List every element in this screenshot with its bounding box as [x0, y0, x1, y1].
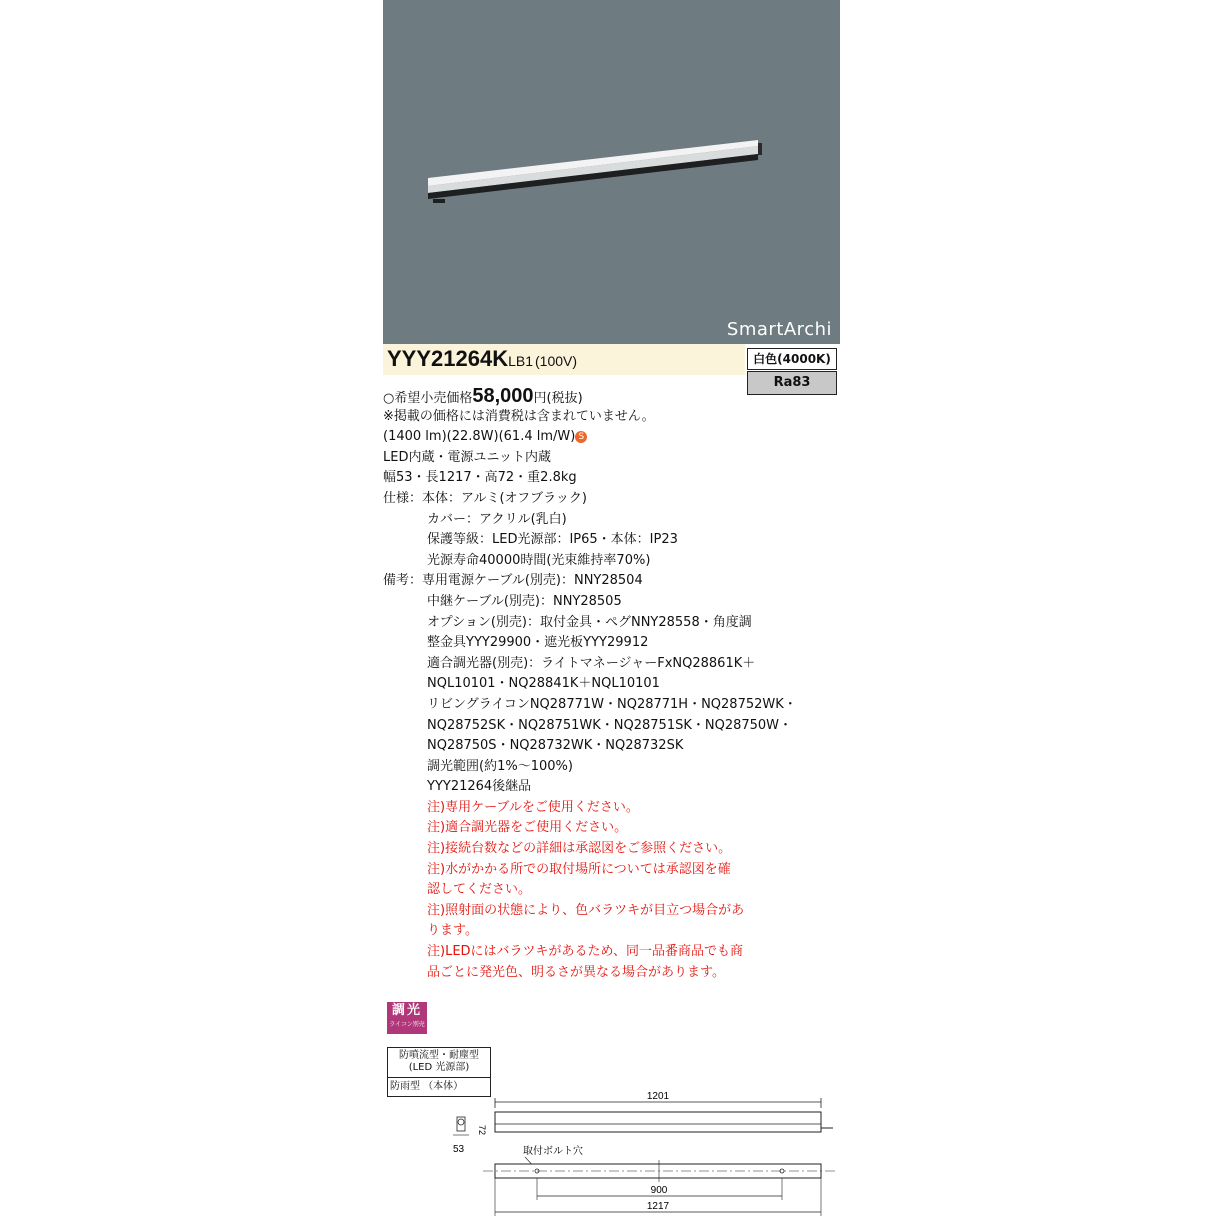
protection-row-1: 防噴流型・耐塵型 (LED 光源部) [388, 1048, 490, 1078]
dim-1217: 1217 [646, 1201, 670, 1212]
spec-line: 整金具YYY29900・遮光板YYY29912 [427, 635, 649, 651]
spec-line: 中継ケーブル(別売)：NNY28505 [427, 593, 622, 609]
price-value: 58,000 [472, 385, 534, 407]
spec-line: 仕様：本体：アルミ(オフブラック) [383, 490, 587, 506]
dim-900: 900 [650, 1185, 668, 1196]
dimming-badge-title: 調光 [391, 1003, 422, 1018]
dimming-badge-sub: ライコン別売 [389, 1021, 425, 1028]
spec-line: 認してください。 [427, 882, 532, 898]
spec-line: 調光範囲(約1%〜100%) [427, 758, 573, 774]
spec-line: 注)水がかかる所での取付場所については承認図を確 [427, 861, 731, 877]
product-photo [383, 0, 840, 344]
model-main: YYY21264K [387, 346, 509, 371]
spec-line: 注)接続台数などの詳細は承認図をご参照ください。 [427, 841, 732, 857]
dim-72: 72 [477, 1125, 487, 1136]
dimension-drawing [443, 1090, 838, 1224]
spec-line: 光源寿命40000時間(光束維持率70%) [427, 552, 651, 568]
spec-line: 注)照射面の状態により、色バラツキが目立つ場合があ [427, 902, 745, 918]
lumens-line: (1400 lm)(22.8W)(61.4 lm/W) S [383, 427, 840, 448]
spec-line: NQL10101・NQ28841K＋NQL10101 [427, 676, 660, 692]
spec-line: NQ28752SK・NQ28751WK・NQ28751SK・NQ28750W・ [427, 717, 793, 733]
bolt-hole-label: 取付ボルト穴 [523, 1146, 583, 1157]
model-bar [383, 344, 745, 375]
model-voltage: (100V) [535, 353, 578, 369]
spec-line: オプション(別売)：取付金具・ペグNNY28558・角度調 [427, 614, 752, 630]
dim-53: 53 [453, 1144, 465, 1155]
model-number [387, 346, 577, 372]
spec-line: 保護等級：LED光源部：IP65・本体：IP23 [427, 532, 678, 548]
spec-line: 注)専用ケーブルをご使用ください。 [427, 799, 639, 815]
spec-line: NQ28750S・NQ28732WK・NQ28732SK [427, 738, 684, 754]
spec-lines [383, 386, 840, 983]
dimming-badge [387, 1002, 427, 1034]
spec-line: 備考：専用電源ケーブル(別売)：NNY28504 [383, 573, 643, 589]
color-temperature-badge: 白色(4000K) [747, 348, 837, 370]
brand-logo: SmartArchi [726, 319, 832, 340]
s-mark-icon: S [575, 431, 587, 443]
luminaire-image [383, 0, 840, 344]
spec-line: 注)適合調光器をご使用ください。 [427, 820, 628, 836]
spec-line: カバー：アクリル(乳白) [427, 511, 567, 527]
spec-line: 適合調光器(別売)：ライトマネージャーFxNQ28861K＋ [427, 655, 756, 671]
spec-line: LED内蔵・電源ユニット内蔵 [383, 449, 551, 465]
ra-badge: Ra83 [747, 371, 837, 395]
dim-1201: 1201 [646, 1091, 670, 1102]
model-suffix: LB1 [508, 353, 534, 369]
spec-line: 品ごとに発光色、明るさが異なる場合があります。 [427, 964, 725, 980]
product-sheet [383, 0, 840, 1224]
spec-line: YYY21264後継品 [427, 779, 532, 795]
spec-line: リビングライコンNQ28771W・NQ28771H・NQ28752WK・ [427, 696, 797, 712]
spec-line: ります。 [427, 923, 478, 939]
price-line: ○希望小売価格58,000円(税抜) [383, 385, 583, 407]
spec-line: ※掲載の価格には消費税は含まれていません。 [383, 408, 655, 424]
protection-row-2: 防雨型 （本体） [390, 1081, 464, 1092]
spec-line: 注)LEDにはバラツキがあるため、同一品番商品でも商 [427, 944, 744, 960]
spec-line: 幅53・長1217・高72・重2.8kg [383, 470, 577, 486]
